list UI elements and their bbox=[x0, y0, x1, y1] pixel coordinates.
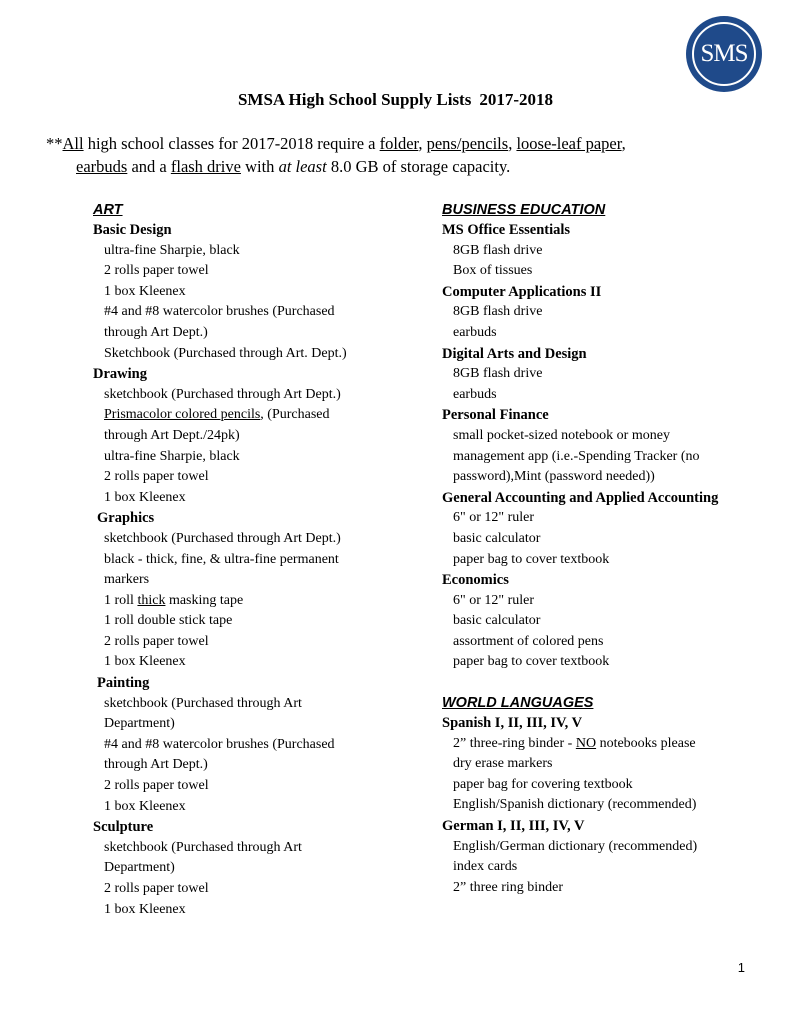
list-item: 2” three ring binder bbox=[453, 879, 564, 895]
list-item: basic calculator bbox=[453, 530, 541, 546]
list-item: sketchbook (Purchased through Art bbox=[104, 839, 302, 855]
art-column bbox=[93, 200, 423, 920]
intro-paragraph bbox=[46, 132, 726, 178]
intro-underlined: All bbox=[62, 134, 84, 153]
intro-italic: at least bbox=[278, 157, 327, 176]
intro-underlined: loose-leaf paper bbox=[516, 134, 622, 153]
section-title-art: ART bbox=[93, 202, 123, 218]
list-item: ultra-fine Sharpie, black bbox=[104, 242, 240, 258]
item-text: , (Purchased bbox=[260, 407, 330, 423]
list-item: 2 rolls paper towel bbox=[104, 263, 209, 279]
course-german: German I, II, III, IV, V bbox=[442, 818, 585, 835]
list-item: 6" or 12" ruler bbox=[453, 592, 535, 608]
list-item: Sketchbook (Purchased through Art. Dept.) bbox=[104, 345, 347, 361]
list-item: sketchbook (Purchased through Art Dept.) bbox=[104, 530, 341, 546]
list-item: 2 rolls paper towel bbox=[104, 633, 209, 649]
item-text: 2” three-ring binder - bbox=[453, 735, 576, 751]
item-text: 1 roll bbox=[104, 592, 138, 608]
course-painting: Painting bbox=[97, 675, 150, 692]
list-item: 2 rolls paper towel bbox=[104, 881, 209, 896]
logo-text: SMS bbox=[700, 40, 748, 67]
list-item: small pocket-sized notebook or money bbox=[453, 427, 670, 443]
course-spanish: Spanish I, II, III, IV, V bbox=[442, 715, 583, 732]
list-item: 2 rolls paper towel bbox=[104, 778, 209, 794]
list-item: basic calculator bbox=[453, 613, 541, 629]
list-item: 6" or 12" ruler bbox=[453, 510, 535, 526]
list-item: 8GB flash drive bbox=[453, 366, 543, 382]
list-item: paper bag to cover textbook bbox=[453, 654, 610, 670]
list-item: Department) bbox=[104, 716, 175, 732]
list-item: Department) bbox=[104, 860, 175, 876]
list-item: assortment of colored pens bbox=[453, 633, 604, 649]
section-title-business: BUSINESS EDUCATION bbox=[442, 202, 606, 218]
list-item: ultra-fine Sharpie, black bbox=[104, 448, 240, 464]
list-item: 8GB flash drive bbox=[453, 304, 543, 320]
course-economics: Economics bbox=[442, 572, 509, 589]
list-item: #4 and #8 watercolor brushes (Purchased bbox=[104, 304, 335, 320]
title-text: SMSA High School Supply Lists bbox=[237, 90, 472, 109]
underlined-text: Prismacolor colored pencils bbox=[104, 407, 261, 423]
title-year: 2017-2018 bbox=[479, 90, 554, 109]
list-item: black - thick, fine, & ultra-fine permanent bbox=[104, 551, 339, 567]
intro-line-2 bbox=[46, 155, 726, 178]
intro-text: , bbox=[621, 134, 626, 153]
course-basic-design: Basic Design bbox=[93, 222, 172, 238]
item-text: notebooks please bbox=[596, 735, 696, 751]
list-item: 8GB flash drive bbox=[453, 242, 543, 258]
list-item: markers bbox=[104, 572, 150, 588]
intro-text: high school classes for 2017-2018 require a bbox=[83, 134, 380, 153]
list-item: 1 roll double stick tape bbox=[104, 613, 233, 629]
list-item: management app (i.e.-Spending Tracker (no bbox=[453, 448, 700, 464]
course-computer-applications: Computer Applications II bbox=[442, 283, 602, 300]
list-item: 2 rolls paper towel bbox=[104, 469, 209, 485]
list-item: through Art Dept.) bbox=[104, 324, 208, 340]
list-item: through Art Dept./24pk) bbox=[104, 427, 240, 443]
course-accounting: General Accounting and Applied Accounting bbox=[442, 489, 719, 506]
list-item: English/German dictionary (recommended) bbox=[453, 838, 698, 854]
list-item bbox=[93, 591, 423, 612]
intro-text: , bbox=[418, 134, 427, 153]
intro-underlined: pens/pencils bbox=[426, 134, 509, 153]
section-spacer bbox=[442, 673, 772, 693]
list-item: paper bag to cover textbook bbox=[453, 551, 610, 567]
intro-underlined: earbuds bbox=[76, 157, 128, 176]
course-sculpture: Sculpture bbox=[93, 819, 154, 836]
list-item: 1 box Kleenex bbox=[104, 901, 186, 917]
intro-text: with bbox=[240, 157, 279, 176]
list-item: 1 box Kleenex bbox=[104, 654, 186, 670]
list-item: 1 box Kleenex bbox=[104, 283, 186, 299]
intro-text: 8.0 GB of storage capacity. bbox=[326, 157, 511, 176]
list-item: English/Spanish dictionary (recommended) bbox=[453, 797, 697, 813]
course-ms-office: MS Office Essentials bbox=[442, 222, 571, 238]
business-languages-column bbox=[442, 200, 772, 898]
intro-text: and a bbox=[127, 157, 171, 176]
logo-ring bbox=[692, 22, 756, 86]
course-digital-arts: Digital Arts and Design bbox=[442, 345, 587, 362]
list-item bbox=[93, 405, 423, 426]
list-item: paper bag for covering textbook bbox=[453, 776, 633, 792]
list-item: #4 and #8 watercolor brushes (Purchased bbox=[104, 736, 335, 752]
page-number: 1 bbox=[737, 960, 745, 975]
intro-underlined: folder bbox=[379, 134, 419, 153]
list-item: sketchbook (Purchased through Art bbox=[104, 695, 302, 711]
course-drawing: Drawing bbox=[93, 366, 147, 383]
course-personal-finance: Personal Finance bbox=[442, 407, 549, 424]
intro-text: , bbox=[508, 134, 517, 153]
intro-line-1 bbox=[46, 132, 726, 155]
list-item: earbuds bbox=[453, 386, 497, 402]
section-title-world-languages: WORLD LANGUAGES bbox=[442, 695, 594, 712]
course-graphics: Graphics bbox=[97, 510, 155, 527]
underlined-text: thick bbox=[137, 592, 166, 608]
list-item: password),Mint (password needed)) bbox=[453, 469, 655, 485]
list-item: earbuds bbox=[453, 324, 497, 340]
page-title bbox=[0, 90, 791, 110]
list-item: sketchbook (Purchased through Art Dept.) bbox=[104, 386, 341, 402]
underlined-text: NO bbox=[575, 735, 597, 751]
list-item: dry erase markers bbox=[453, 756, 553, 772]
list-item bbox=[442, 734, 772, 755]
list-item: 1 box Kleenex bbox=[104, 489, 186, 505]
list-item: through Art Dept.) bbox=[104, 757, 208, 773]
list-item: 1 box Kleenex bbox=[104, 798, 186, 814]
list-item: index cards bbox=[453, 859, 518, 875]
intro-underlined: flash drive bbox=[170, 157, 241, 176]
list-item: Box of tissues bbox=[453, 263, 533, 279]
intro-text: ** bbox=[46, 134, 63, 153]
smsa-logo bbox=[686, 16, 762, 92]
item-text: masking tape bbox=[165, 592, 244, 608]
